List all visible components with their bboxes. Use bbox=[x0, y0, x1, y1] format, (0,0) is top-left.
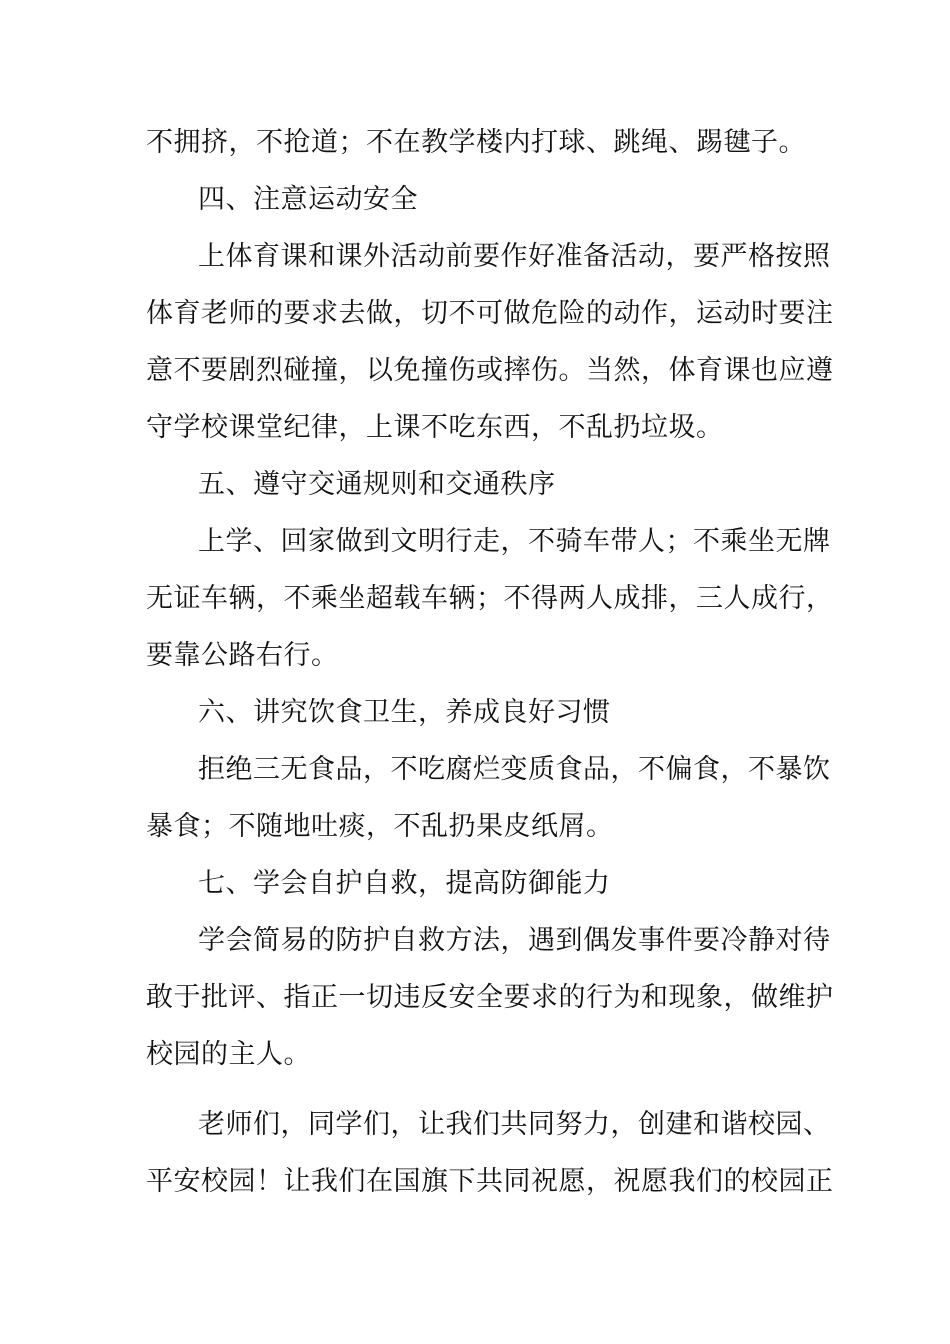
paragraph-line: 老师们，同学们，让我们共同努力，创建和谐校园、 bbox=[198, 1109, 831, 1140]
paragraph-line: 校园的主人。 bbox=[146, 1039, 311, 1070]
section-heading: 六、讲究饮食卫生，养成良好习惯 bbox=[198, 697, 611, 728]
paragraph-line: 守学校课堂纪律，上课不吃东西，不乱扔垃圾。 bbox=[146, 412, 724, 443]
paragraph-line: 上学、回家做到文明行走，不骑车带人；不乘坐无牌 bbox=[198, 526, 831, 557]
paragraph-line: 暴食；不随地吐痰，不乱扔果皮纸屑。 bbox=[146, 811, 614, 842]
paragraph-line: 无证车辆，不乘坐超载车辆；不得两人成排，三人成行， bbox=[146, 583, 834, 614]
paragraph-line: 学会简易的防护自救方法，遇到偶发事件要冷静对待 bbox=[198, 925, 831, 956]
section-heading: 七、学会自护自救，提高防御能力 bbox=[198, 868, 611, 899]
section-heading: 四、注意运动安全 bbox=[198, 184, 418, 215]
paragraph-line: 拒绝三无食品，不吃腐烂变质食品，不偏食，不暴饮 bbox=[198, 754, 831, 785]
paragraph-line: 敢于批评、指正一切违反安全要求的行为和现象，做维护 bbox=[146, 982, 834, 1013]
paragraph-line: 上体育课和课外活动前要作好准备活动，要严格按照 bbox=[198, 241, 831, 272]
section-heading: 五、遵守交通规则和交通秩序 bbox=[198, 469, 556, 500]
paragraph-line: 不拥挤，不抢道；不在教学楼内打球、跳绳、踢毽子。 bbox=[146, 127, 806, 158]
paragraph-line: 平安校园！让我们在国旗下共同祝愿，祝愿我们的校园正 bbox=[146, 1166, 834, 1197]
paragraph-line: 要靠公路右行。 bbox=[146, 640, 339, 671]
paragraph-line: 意不要剧烈碰撞，以免撞伤或摔伤。当然，体育课也应遵 bbox=[146, 355, 834, 386]
paragraph-line: 体育老师的要求去做，切不可做危险的动作，运动时要注 bbox=[146, 298, 834, 329]
